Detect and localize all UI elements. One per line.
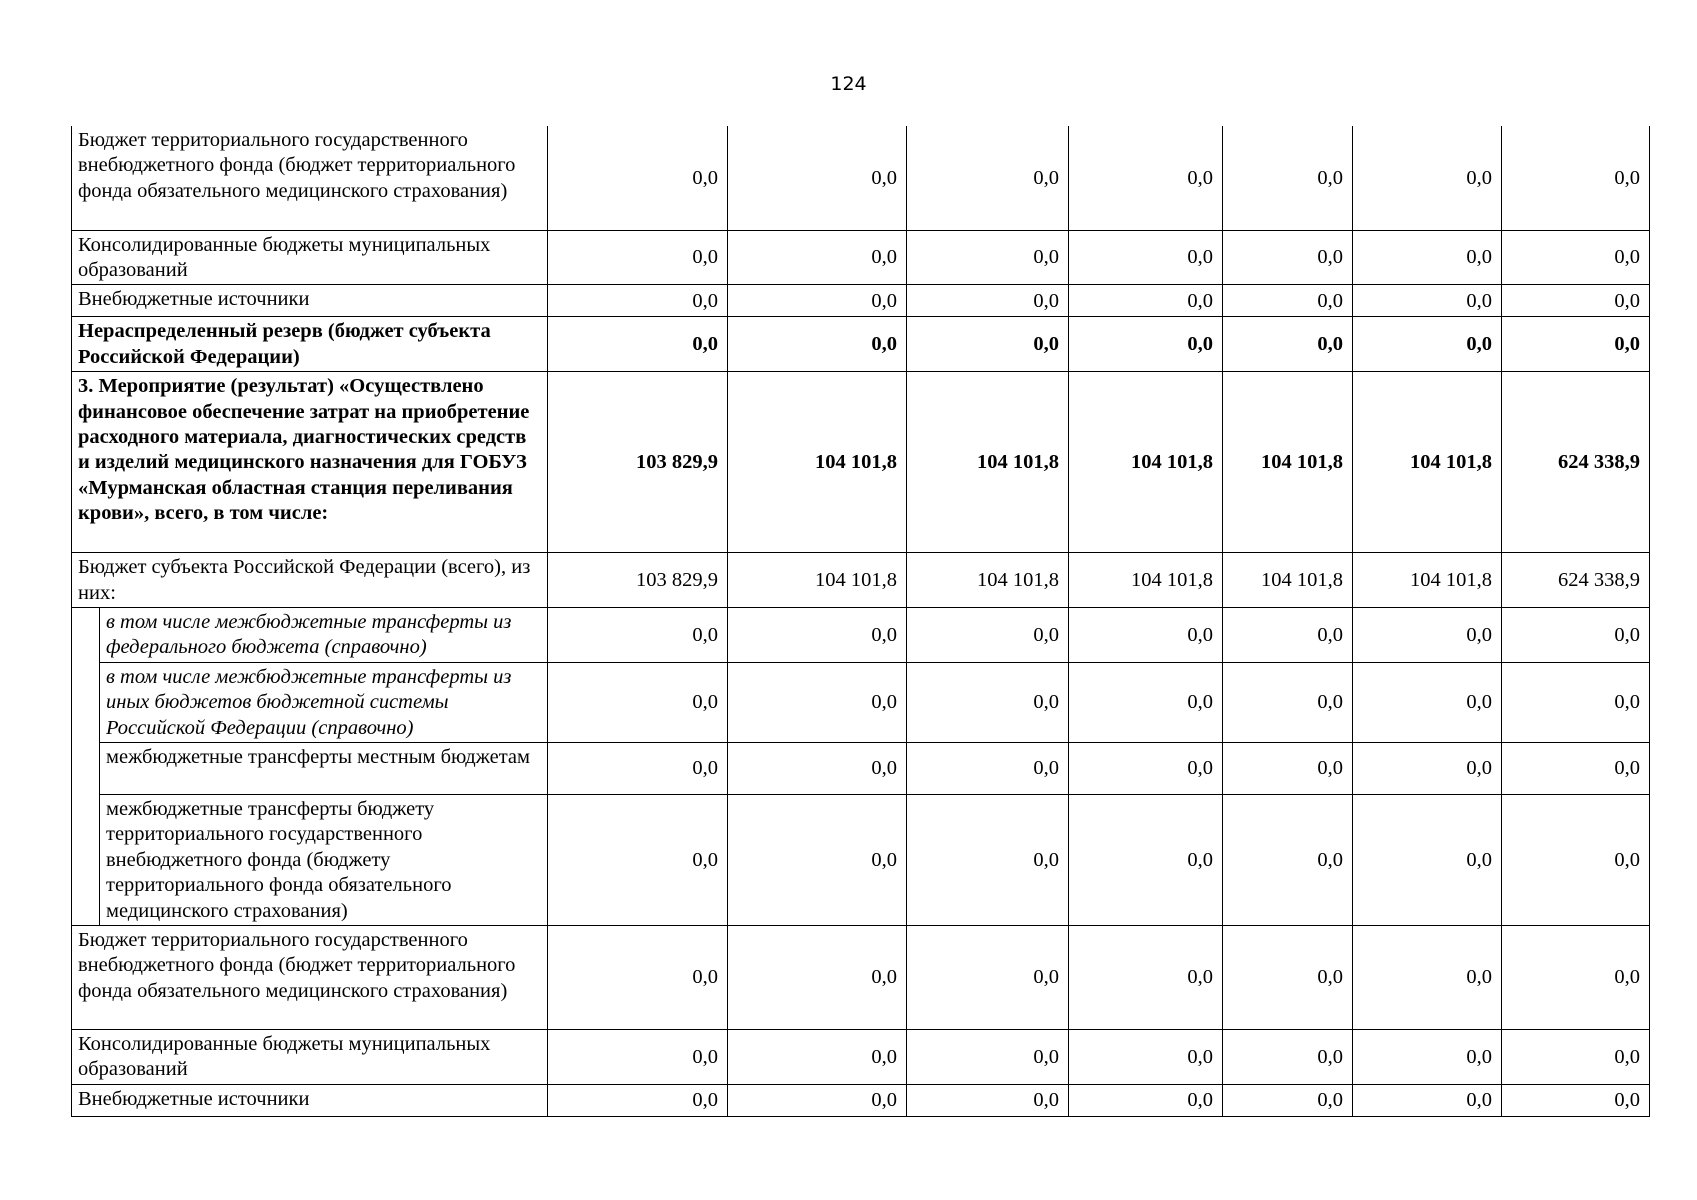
value-cell: 0,0 (1069, 126, 1223, 230)
value-cell: 0,0 (1223, 230, 1353, 285)
row-label: Бюджет территориального государственного внебюджетного фонда (бюджет территориального фонда обязательного медицинского страхования) (72, 926, 548, 1030)
value-cell: 0,0 (1069, 317, 1223, 372)
row-label: в том числе межбюджетные трансферты из федерального бюджета (справочно) (100, 607, 548, 662)
row-label: Консолидированные бюджеты муниципальных образований (72, 230, 548, 285)
table-row (72, 553, 1650, 608)
value-cell: 0,0 (1502, 742, 1650, 794)
value-cell: 0,0 (1353, 230, 1502, 285)
value-cell: 0,0 (1353, 317, 1502, 372)
indent-cell (72, 607, 100, 662)
value-cell: 104 101,8 (1353, 372, 1502, 553)
value-cell: 0,0 (907, 926, 1069, 1030)
value-cell: 0,0 (1069, 285, 1223, 317)
table-body (72, 126, 1650, 1116)
value-cell: 0,0 (728, 794, 907, 925)
value-cell: 0,0 (1353, 1084, 1502, 1116)
value-cell: 0,0 (1353, 662, 1502, 742)
value-cell: 0,0 (1223, 1084, 1353, 1116)
table-row (72, 1084, 1650, 1116)
value-cell: 0,0 (728, 607, 907, 662)
row-label: Бюджет территориального государственного внебюджетного фонда (бюджет территориального фонда обязательного медицинского страхования) (72, 126, 548, 230)
value-cell: 0,0 (1223, 794, 1353, 925)
value-cell: 0,0 (548, 317, 728, 372)
value-cell: 0,0 (1353, 607, 1502, 662)
value-cell: 0,0 (1223, 607, 1353, 662)
value-cell: 0,0 (907, 1030, 1069, 1085)
row-label: межбюджетные трансферты бюджету территориального государственного внебюджетного фонда (бюджету территориального фонда обязательного медицинского страхования) (100, 794, 548, 925)
value-cell: 0,0 (1502, 126, 1650, 230)
value-cell: 0,0 (1502, 794, 1650, 925)
value-cell: 0,0 (907, 794, 1069, 925)
row-label: Консолидированные бюджеты муниципальных образований (72, 1030, 548, 1085)
value-cell: 0,0 (728, 926, 907, 1030)
value-cell: 104 101,8 (1353, 553, 1502, 608)
value-cell: 0,0 (1353, 926, 1502, 1030)
value-cell: 624 338,9 (1502, 372, 1650, 553)
value-cell: 0,0 (1223, 1030, 1353, 1085)
value-cell: 0,0 (548, 285, 728, 317)
value-cell: 104 101,8 (728, 372, 907, 553)
value-cell: 104 101,8 (1223, 372, 1353, 553)
row-label: Нераспределенный резерв (бюджет субъекта Российской Федерации) (72, 317, 548, 372)
value-cell: 0,0 (548, 607, 728, 662)
table-row (72, 126, 1650, 230)
value-cell: 103 829,9 (548, 553, 728, 608)
table-row (72, 285, 1650, 317)
value-cell: 0,0 (1223, 926, 1353, 1030)
value-cell: 0,0 (907, 317, 1069, 372)
value-cell: 0,0 (728, 126, 907, 230)
table-row (72, 926, 1650, 1030)
table-row (72, 794, 1650, 925)
value-cell: 0,0 (1223, 317, 1353, 372)
value-cell: 0,0 (1069, 1084, 1223, 1116)
page-number: 124 (830, 73, 867, 95)
value-cell: 0,0 (1353, 794, 1502, 925)
value-cell: 0,0 (1353, 1030, 1502, 1085)
value-cell: 104 101,8 (907, 372, 1069, 553)
indent-cell (72, 742, 100, 794)
table-row (72, 372, 1650, 553)
value-cell: 0,0 (1069, 662, 1223, 742)
value-cell: 0,0 (1069, 742, 1223, 794)
value-cell: 104 101,8 (1223, 553, 1353, 608)
value-cell: 0,0 (1353, 126, 1502, 230)
value-cell: 104 101,8 (907, 553, 1069, 608)
table-row (72, 742, 1650, 794)
budget-table (71, 126, 1650, 1117)
row-label: межбюджетные трансферты местным бюджетам (100, 742, 548, 794)
row-label: 3. Мероприятие (результат) «Осуществлено финансовое обеспечение затрат на приобретение расходного материала, диагностических средств и изделий медицинского назначения для ГОБУЗ «Мурманская областная станция переливания крови», всего, в том числе: (72, 372, 548, 553)
value-cell: 0,0 (728, 1030, 907, 1085)
value-cell: 0,0 (1502, 317, 1650, 372)
row-label: Бюджет субъекта Российской Федерации (всего), из них: (72, 553, 548, 608)
value-cell: 0,0 (1223, 285, 1353, 317)
value-cell: 0,0 (1353, 742, 1502, 794)
table-row (72, 607, 1650, 662)
value-cell: 0,0 (728, 1084, 907, 1116)
value-cell: 0,0 (1502, 230, 1650, 285)
value-cell: 103 829,9 (548, 372, 728, 553)
value-cell: 104 101,8 (1069, 553, 1223, 608)
value-cell: 0,0 (728, 317, 907, 372)
indent-cell (72, 662, 100, 742)
value-cell: 0,0 (907, 662, 1069, 742)
value-cell: 0,0 (548, 1084, 728, 1116)
value-cell: 0,0 (548, 126, 728, 230)
table-row (72, 317, 1650, 372)
value-cell: 0,0 (548, 1030, 728, 1085)
value-cell: 0,0 (728, 742, 907, 794)
value-cell: 0,0 (1069, 230, 1223, 285)
value-cell: 0,0 (907, 230, 1069, 285)
value-cell: 0,0 (1502, 1084, 1650, 1116)
row-label: в том числе межбюджетные трансферты из иных бюджетов бюджетной системы Российской Федерации (справочно) (100, 662, 548, 742)
value-cell: 0,0 (728, 285, 907, 317)
value-cell: 0,0 (1502, 1030, 1650, 1085)
value-cell: 0,0 (1223, 126, 1353, 230)
value-cell: 0,0 (548, 230, 728, 285)
value-cell: 0,0 (1502, 285, 1650, 317)
value-cell: 0,0 (1353, 285, 1502, 317)
value-cell: 0,0 (1223, 662, 1353, 742)
indent-cell (72, 794, 100, 925)
value-cell: 0,0 (548, 926, 728, 1030)
table-row (72, 662, 1650, 742)
value-cell: 0,0 (907, 285, 1069, 317)
value-cell: 0,0 (1502, 926, 1650, 1030)
value-cell: 0,0 (907, 1084, 1069, 1116)
value-cell: 0,0 (1069, 1030, 1223, 1085)
value-cell: 0,0 (1069, 794, 1223, 925)
value-cell: 104 101,8 (728, 553, 907, 608)
value-cell: 0,0 (1502, 662, 1650, 742)
value-cell: 0,0 (548, 742, 728, 794)
value-cell: 0,0 (1223, 742, 1353, 794)
value-cell: 104 101,8 (1069, 372, 1223, 553)
row-label: Внебюджетные источники (72, 1084, 548, 1116)
value-cell: 0,0 (1502, 607, 1650, 662)
value-cell: 0,0 (728, 230, 907, 285)
value-cell: 0,0 (548, 794, 728, 925)
value-cell: 0,0 (728, 662, 907, 742)
row-label: Внебюджетные источники (72, 285, 548, 317)
value-cell: 0,0 (907, 742, 1069, 794)
value-cell: 0,0 (907, 126, 1069, 230)
value-cell: 0,0 (1069, 607, 1223, 662)
table-row (72, 230, 1650, 285)
value-cell: 0,0 (907, 607, 1069, 662)
value-cell: 624 338,9 (1502, 553, 1650, 608)
value-cell: 0,0 (1069, 926, 1223, 1030)
table-row (72, 1030, 1650, 1085)
value-cell: 0,0 (548, 662, 728, 742)
